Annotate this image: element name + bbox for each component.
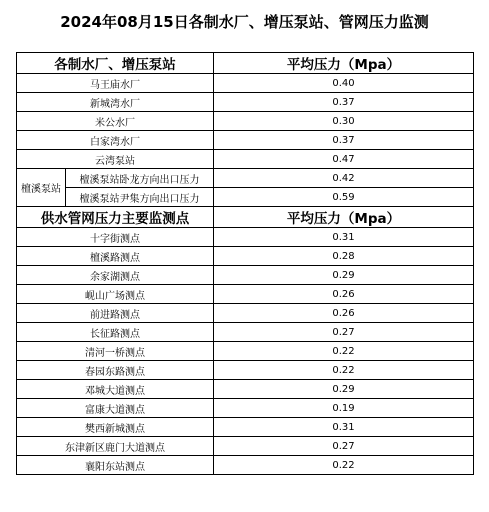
pressure-value: 0.37 [214,93,474,112]
station-name: 檀溪路测点 [17,247,214,266]
table-row [17,361,474,380]
pressure-value: 0.40 [214,74,474,93]
pressure-value: 0.22 [214,361,474,380]
table-row [17,131,474,150]
pressure-value: 0.26 [214,304,474,323]
table-row [17,342,474,361]
table-row [17,247,474,266]
station-name: 檀溪泵站卧龙方向出口压力 [66,169,214,188]
table-row [17,285,474,304]
table-row [17,74,474,93]
table-row [17,399,474,418]
station-name: 邓城大道测点 [17,380,214,399]
station-name: 余家湖测点 [17,266,214,285]
table-row [17,380,474,399]
station-name: 前进路测点 [17,304,214,323]
table-row [17,93,474,112]
pressure-value: 0.37 [214,131,474,150]
table-row [17,169,474,188]
pressure-value: 0.26 [214,285,474,304]
station-name: 清河一桥测点 [17,342,214,361]
pressure-value: 0.22 [214,342,474,361]
pressure-value: 0.19 [214,399,474,418]
pressure-value: 0.22 [214,456,474,475]
station-name: 富康大道测点 [17,399,214,418]
table-body [17,53,474,475]
table-row [17,266,474,285]
pressure-value: 0.31 [214,418,474,437]
section1-header-left: 各制水厂、增压泵站 [17,53,214,74]
table-row [17,437,474,456]
station-name: 襄阳东站测点 [17,456,214,475]
table-row [17,323,474,342]
section1-header-row [17,53,474,74]
station-name: 东津新区鹿门大道测点 [17,437,214,456]
station-name: 米公水厂 [17,112,214,131]
station-name: 檀溪泵站尹集方向出口压力 [66,188,214,207]
pressure-value: 0.28 [214,247,474,266]
table-row [17,456,474,475]
pressure-value: 0.42 [214,169,474,188]
station-name: 新城湾水厂 [17,93,214,112]
pressure-table [16,52,474,475]
station-name: 春园东路测点 [17,361,214,380]
page-title: 2024年08月15日各制水厂、增压泵站、管网压力监测 [60,13,429,31]
table-row [17,228,474,247]
station-name: 马王庙水厂 [17,74,214,93]
table-row [17,304,474,323]
pressure-value: 0.59 [214,188,474,207]
section2-header-left: 供水管网压力主要监测点 [17,207,214,228]
pressure-value: 0.29 [214,266,474,285]
station-name: 云湾泵站 [17,150,214,169]
pressure-value: 0.29 [214,380,474,399]
section2-header-right: 平均压力（Mpa） [214,207,474,228]
table-row [17,188,474,207]
station-name: 长征路测点 [17,323,214,342]
station-name: 白家湾水厂 [17,131,214,150]
table-row [17,112,474,131]
station-name: 十字街测点 [17,228,214,247]
station-name: 樊西新城测点 [17,418,214,437]
table-row [17,418,474,437]
section1-header-right: 平均压力（Mpa） [214,53,474,74]
pressure-value: 0.47 [214,150,474,169]
pressure-value: 0.27 [214,323,474,342]
station-name: 岘山广场测点 [17,285,214,304]
section2-header-row [17,207,474,228]
table-row [17,150,474,169]
pressure-value: 0.30 [214,112,474,131]
pressure-value: 0.31 [214,228,474,247]
group-label: 檀溪泵站 [17,169,66,207]
pressure-value: 0.27 [214,437,474,456]
